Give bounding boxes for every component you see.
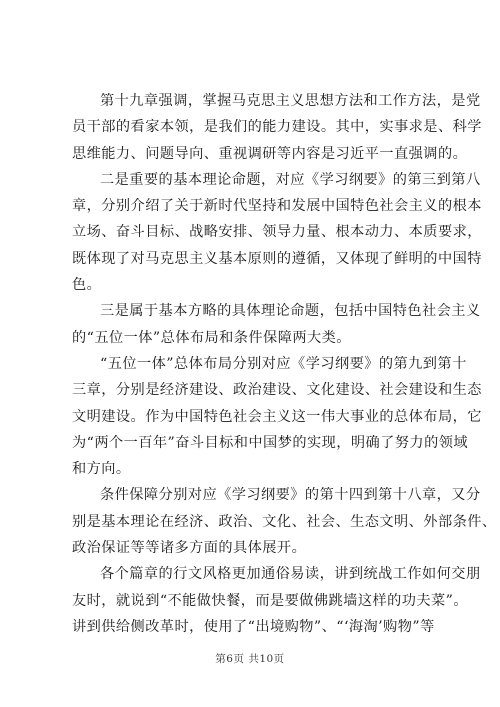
text-line: 讲到供给侧改革时，使用了“出境购物”、“‘海淘’购物”等 xyxy=(72,618,435,635)
text-line: 友时，就说到“不能做快餐，而是要做佛跳墙这样的功夫菜”。 xyxy=(72,592,468,609)
body-text xyxy=(72,88,497,640)
text-line: 章，分别介绍了关于新时代坚持和发展中国特色社会主义的根本 xyxy=(72,198,482,215)
text-line: 三是属于基本方略的具体理论命题，包括中国特色社会主义 xyxy=(100,303,481,320)
text-line: 员干部的看家本领，是我们的能力建设。其中，实事求是、科学 xyxy=(72,119,482,136)
page-footer: 第6页 共10页 xyxy=(215,653,285,665)
text-line: 既体现了对马克思主义基本原则的遵循，又体现了鲜明的中国特 xyxy=(72,250,482,267)
text-line: 政治保证等等诸多方面的具体展开。 xyxy=(72,540,307,557)
text-line: 立场、奋斗目标、战略安排、领导力量、根本动力、本质要求， xyxy=(72,224,482,241)
text-line: 各个篇章的行文风格更加通俗易读，讲到统战工作如何交朋 xyxy=(100,566,481,583)
text-line: 和方向。 xyxy=(72,461,131,478)
text-line: 的“五位一体”总体布局和条件保障两大类。 xyxy=(72,329,351,346)
text-line: 色。 xyxy=(72,277,102,294)
text-line: 第十九章强调，掌握马克思主义思想方法和工作方法，是党 xyxy=(100,93,481,109)
text-line: 三章，分别是经济建设、政治建设、文化建设、社会建设和生态 xyxy=(72,382,482,399)
text-line: 为“两个一百年”奋斗目标和中国梦的实现，明确了努力的领域 xyxy=(72,434,468,451)
text-line: 条件保障分别对应《学习纲要》的第十四到第十八章，又分 xyxy=(100,487,481,504)
text-line: “五位一体”总体布局分别对应《学习纲要》的第九到第十 xyxy=(100,355,467,372)
text-line: 别是基本理论在经济、政治、文化、社会、生态文明、外部条件、 xyxy=(72,513,497,530)
text-line: 思维能力、问题导向、重视调研等内容是习近平一直强调的。 xyxy=(72,145,468,162)
text-line: 二是重要的基本理论命题，对应《学习纲要》的第三到第八 xyxy=(100,171,481,188)
text-line: 文明建设。作为中国特色社会主义这一伟大事业的总体布局，它 xyxy=(72,408,482,425)
